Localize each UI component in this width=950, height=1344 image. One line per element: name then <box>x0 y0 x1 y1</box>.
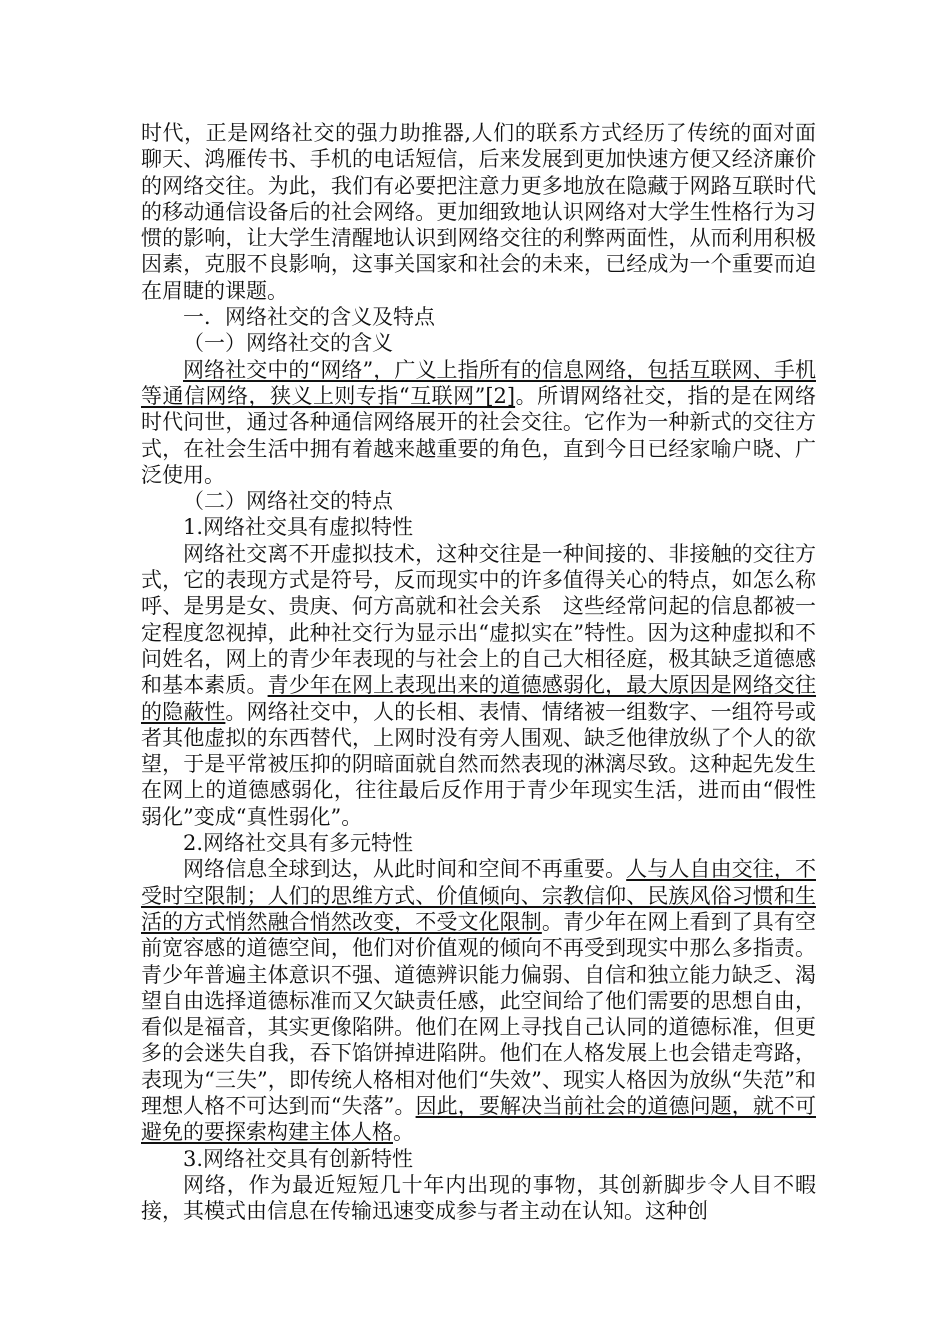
definition-paragraph <box>141 357 816 488</box>
innovation-feature-paragraph <box>141 1172 816 1225</box>
heading-text: 一．网络社交的含义及特点 <box>183 305 435 330</box>
feature-heading <box>141 1146 816 1172</box>
text-segment: 时代，正是网络社交的强力助推器,人们的联系方式经历了传统的面对面聊天、鸿雁传书、手机的电话短信，后来发展到更加快速方便又经济廉价的网络交往。为此，我们有必要把注意力更多地放在隐藏于网路互联时代的移动通信设备后的社会网络。更加细致地认识网络对大学生性格行为习惯的影响，让大学生清醒地认识到网络交往的利弊两面性，从而利用积极因素，克服不良影响，这事关国家和社会的未来，已经成为一个重要而迫在眉睫的课题。 <box>141 121 816 303</box>
subsection-heading <box>141 330 816 356</box>
heading-text: 3.网络社交具有创新特性 <box>183 1146 414 1171</box>
heading-text: （二）网络社交的特点 <box>183 489 393 514</box>
text-segment: 网络信息全球到达，从此时间和空间不再重要。 <box>183 857 627 882</box>
text-segment: 。网络社交中，人的长相、表情、情绪被一组数字、一组符号或者其他虚拟的东西替代，上网时没有旁人围观、缺乏他律放纵了个人的欲望，于是平常被压抑的阴暗面就自然而然表现的淋漓尽致。这种起先发生在网上的道德感弱化，往往最后反作用于青少年现实生活，进而由“假性弱化”变成“真性弱化”。 <box>141 699 817 829</box>
text-segment: 网络，作为最近短短几十年内出现的事物，其创新脚步令人目不暇接，其模式由信息在传输迅速变成参与者主动在认知。这种创 <box>141 1172 816 1224</box>
feature-heading <box>141 514 816 540</box>
document-page <box>141 120 816 1224</box>
text-segment: 。青少年在网上看到了具有空前宽容感的道德空间，他们对价值观的倾向不再受到现实中那么多指责。青少年普遍主体意识不强、道德辨识能力偏弱、自信和独立能力缺乏、渴望自由选择道德标准而又欠缺责任感，此空间给了他们需要的思想自由，看似是福音，其实更像陷阱。他们在网上寻找自己认同的道德标准，但更多的会迷失自我，吞下馅饼掉进陷阱。他们在人格发展上也会错走弯路，表现为“三失”，即传统人格相对他们“失效”、现实人格因为放纵“失范”和理想人格不可达到而“失落”。 <box>141 909 817 1118</box>
text-segment: 。所谓网络社交，指的是在网络时代问世，通过各种通信网络展开的社会交往。它作为一种新式的交往方式，在社会生活中拥有着越来越重要的角色，直到今日已经家喻户晓、广泛使用。 <box>141 383 817 487</box>
diverse-feature-paragraph <box>141 856 816 1145</box>
heading-text: 2.网络社交具有多元特性 <box>183 831 414 856</box>
subsection-heading <box>141 488 816 514</box>
underlined-text: 青少年在网上表现出来的道德感弱化，最大原因是网络交往的隐蔽性 <box>141 673 817 724</box>
underlined-text: 因此，要解决当前社会的道德问题，就不可避免的要探索构建主体人格 <box>141 1093 816 1145</box>
text-segment: 。 <box>393 1120 414 1145</box>
text-segment: 网络社交离不开虚拟技术，这种交往是一种间接的、非接触的交往方式，它的表现方式是符号，反而现实中的许多值得关心的特点，如怎么称呼、是男是女、贵庚、何方高就和社会关系 这些经常问起的信息都被一定程度忽视掉，此种社交行为显示出“虚拟实在”特性。因为这种虚拟和不问姓名，网上的青少年表现的与社会上的自己大相径庭，极其缺乏道德感和基本素质。 <box>141 541 816 698</box>
heading-text: 1.网络社交具有虚拟特性 <box>183 515 414 540</box>
intro-paragraph <box>141 120 816 304</box>
underlined-text: 人与人自由交往，不受时空限制；人们的思维方式、价值倾向、宗教信仰、民族风俗习惯和生活的方式悄然融合悄然改变，不受文化限制 <box>141 857 816 934</box>
heading-text: （一）网络社交的含义 <box>183 331 393 356</box>
underlined-text: 网络社交中的“网络”，广义上指所有的信息网络，包括互联网、手机等通信网络，狭义上则专指“互联网”[2] <box>141 357 816 408</box>
section-heading <box>141 304 816 330</box>
virtual-feature-paragraph <box>141 541 816 830</box>
feature-heading <box>141 830 816 856</box>
